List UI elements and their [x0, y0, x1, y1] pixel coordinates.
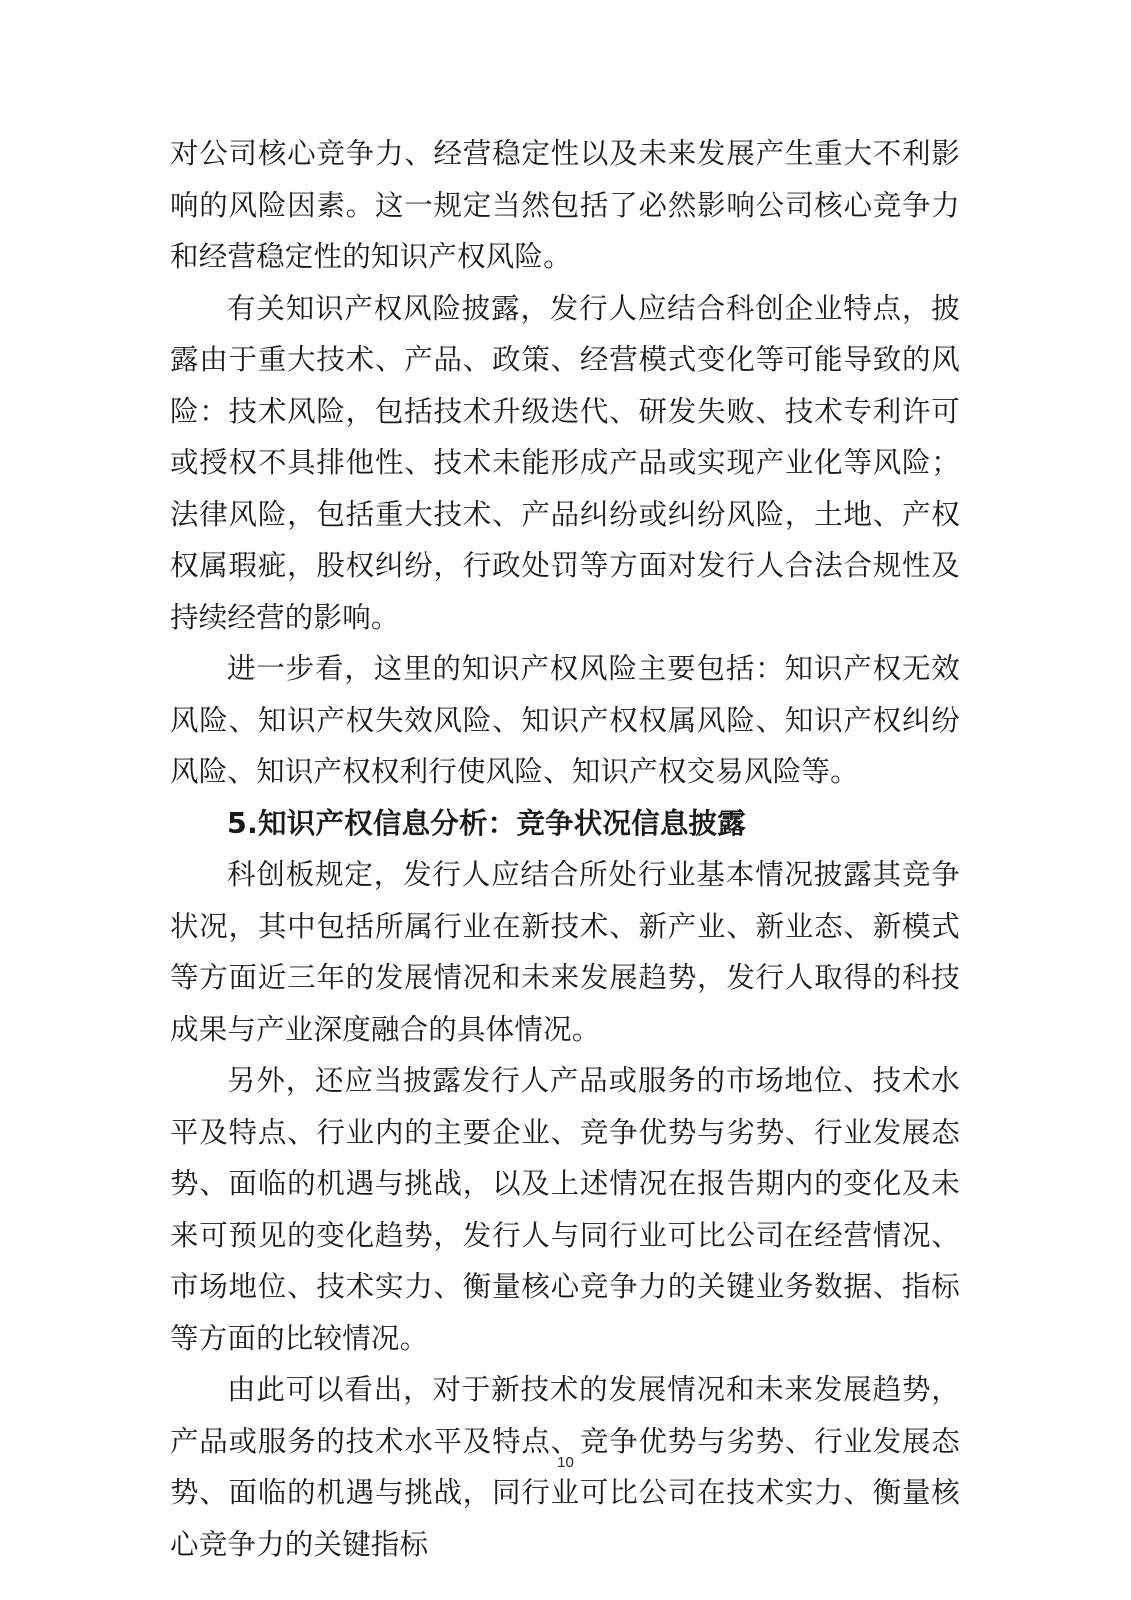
paragraph-ip-risk-types: 进一步看，这里的知识产权风险主要包括：知识产权无效风险、知识产权失效风险、知识产权权属风险、知识产权纠纷风险、知识产权权利行使风险、知识产权交易风险等。 — [170, 652, 960, 788]
page-body — [170, 128, 960, 1570]
page-number: 10 — [557, 1454, 574, 1471]
paragraph-competition-rules: 科创板规定，发行人应结合所处行业基本情况披露其竞争状况，其中包括所属行业在新技术、新产业、新业态、新模式等方面近三年的发展情况和未来发展趋势，发行人取得的科技成果与产业深度融合的具体情况。 — [170, 858, 960, 1046]
paragraph-conclusion: 由此可以看出，对于新技术的发展情况和未来发展趋势，产品或服务的技术水平及特点、竞争优势与劣势、行业发展态势、面临的机遇与挑战，同行业可比公司在技术实力、衡量核心竞争力的关键指标 — [170, 1373, 960, 1561]
section-heading: 5.知识产权信息分析：竞争状况信息披露 — [227, 806, 746, 840]
paragraph-additional-disclosure: 另外，还应当披露发行人产品或服务的市场地位、技术水平及特点、行业内的主要企业、竞争优势与劣势、行业发展态势、面临的机遇与挑战，以及上述情况在报告期内的变化及未来可预见的变化趋势，发行人与同行业可比公司在经营情况、市场地位、技术实力、衡量核心竞争力的关键业务数据、指标等方面的比较情况。 — [170, 1064, 960, 1355]
paragraph-continuation: 对公司核心竞争力、经营稳定性以及未来发展产生重大不利影响的风险因素。这一规定当然包括了必然影响公司核心竞争力和经营稳定性的知识产权风险。 — [170, 137, 960, 273]
paragraph-ip-risk-disclosure: 有关知识产权风险披露，发行人应结合科创企业特点，披露由于重大技术、产品、政策、经营模式变化等可能导致的风险：技术风险，包括技术升级迭代、研发失败、技术专利许可或授权不具排他性、技术未能形成产品或实现产业化等风险；法律风险，包括重大技术、产品纠纷或纠纷风险，土地、产权权属瑕疵，股权纠纷，行政处罚等方面对发行人合法合规性及持续经营的影响。 — [170, 291, 960, 634]
